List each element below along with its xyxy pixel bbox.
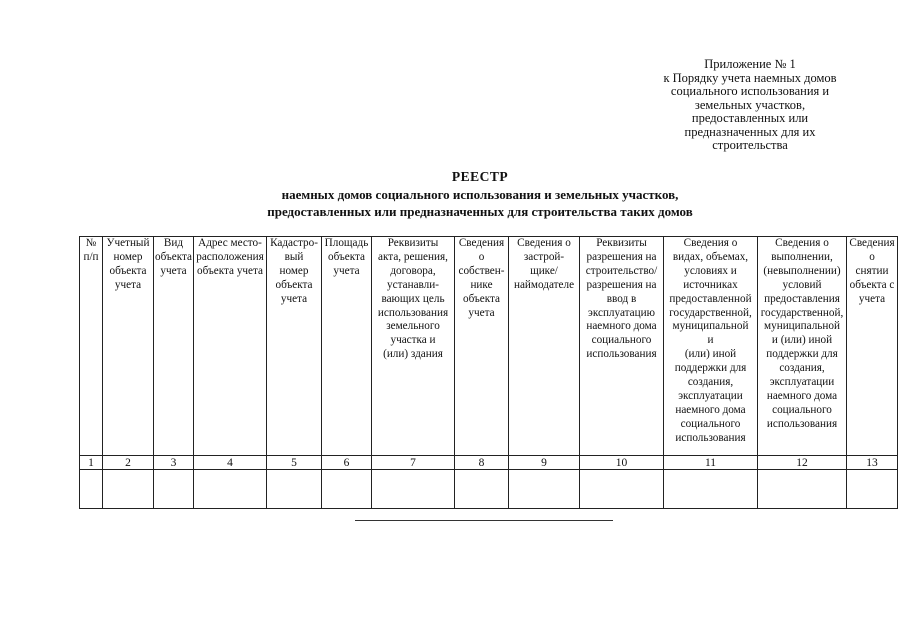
header-cell: Реквизиты разрешения на строительство/ разрешения на ввод в эксплуатацию наемного дома социального использования	[580, 237, 664, 456]
appendix-line: предназначенных для их	[684, 124, 816, 139]
column-number: 10	[580, 456, 664, 470]
column-number: 13	[847, 456, 898, 470]
document-title	[180, 168, 780, 221]
header-cell: Кадастро- вый номер объекта учета	[267, 237, 322, 456]
appendix-line: к Порядку учета наемных домов	[663, 70, 837, 85]
header-cell: Вид объекта учета	[154, 237, 194, 456]
header-cell: Сведения о снятии объекта с учета	[847, 237, 898, 456]
header-cell: Реквизиты акта, решения, договора, устанавли- вающих цель использования земельного участка и (или) здания	[372, 237, 455, 456]
empty-cell	[80, 470, 103, 509]
header-cell: Адрес место- расположения объекта учета	[194, 237, 267, 456]
column-number: 4	[194, 456, 267, 470]
column-number: 11	[664, 456, 758, 470]
empty-cell	[455, 470, 509, 509]
appendix-line: социального использования и	[670, 84, 830, 98]
column-number-row	[80, 456, 898, 470]
empty-cell	[758, 470, 847, 509]
appendix-line: Приложение № 1	[704, 57, 796, 71]
empty-cell	[372, 470, 455, 509]
appendix-line: земельных участков,	[694, 97, 806, 112]
header-cell: Сведения о видах, объемах, условиях и источниках предоставленной государственной, муниципальной и (или) иной поддержки для создания, эксплуатации наемного дома социального использования	[664, 237, 758, 456]
empty-cell	[580, 470, 664, 509]
header-cell: Сведения о собствен- нике объекта учета	[455, 237, 509, 456]
empty-cell	[509, 470, 580, 509]
column-number: 8	[455, 456, 509, 470]
appendix-line: строительства	[712, 138, 788, 152]
registry-table	[79, 236, 898, 509]
empty-cell	[322, 470, 372, 509]
closing-rule	[355, 520, 613, 521]
column-number: 7	[372, 456, 455, 470]
empty-cell	[103, 470, 154, 509]
empty-data-row	[80, 470, 898, 509]
title-line-2: предоставленных или предназначенных для строительства таких домов	[267, 204, 693, 219]
header-cell: Площадь объекта учета	[322, 237, 372, 456]
empty-cell	[194, 470, 267, 509]
header-cell: Сведения о выполнении, (невыполнении) условий предоставления государственной, муниципальной и (или) иной поддержки для создания, эксплуатации наемного дома социального использования	[758, 237, 847, 456]
appendix-block	[630, 58, 870, 153]
column-number: 3	[154, 456, 194, 470]
column-number: 2	[103, 456, 154, 470]
column-number: 12	[758, 456, 847, 470]
appendix-line: предоставленных или	[691, 111, 809, 125]
header-cell: Сведения о застрой- щике/ наймодателе	[509, 237, 580, 456]
empty-cell	[154, 470, 194, 509]
column-number: 5	[267, 456, 322, 470]
empty-cell	[267, 470, 322, 509]
column-number: 1	[80, 456, 103, 470]
column-number: 9	[509, 456, 580, 470]
title-line-1: наемных домов социального использования и земельных участков,	[281, 186, 679, 202]
column-number: 6	[322, 456, 372, 470]
title-main: РЕЕСТР	[451, 169, 509, 184]
header-row	[80, 237, 898, 456]
empty-cell	[664, 470, 758, 509]
header-cell: № п/п	[80, 237, 103, 456]
empty-cell	[847, 470, 898, 509]
header-cell: Учетный номер объекта учета	[103, 237, 154, 456]
